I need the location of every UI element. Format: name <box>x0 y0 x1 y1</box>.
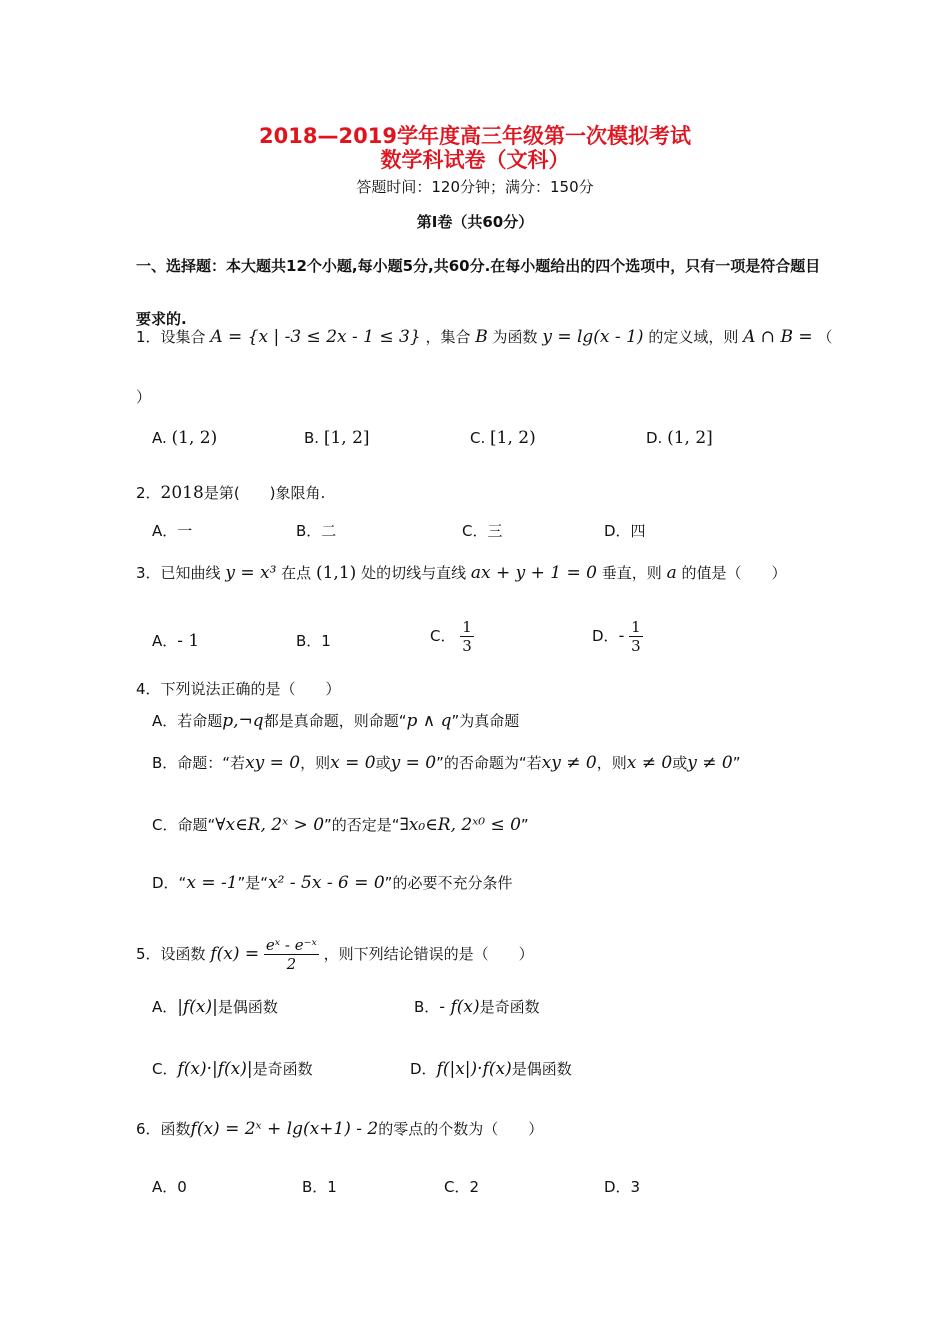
q4-option-b: B．命题：“若xy = 0，则x = 0或y = 0”的否命题为“若xy ≠ 0，则x ≠ 0或y ≠ 0” <box>152 753 741 773</box>
function-expression: y = lg(x - 1) <box>542 327 644 347</box>
q1-option-c: C. [1, 2) <box>470 428 536 448</box>
q4-option-a: A．若命题p,¬q都是真命题，则命题“p ∧ q”为真命题 <box>152 711 520 731</box>
question-4-stem: 4．下列说法正确的是（ ） <box>136 680 341 698</box>
q5-option-a: A．|f(x)|是偶函数 <box>152 997 278 1017</box>
q6-option-b: B．1 <box>302 1178 337 1196</box>
q2-option-b: B．二 <box>296 522 337 540</box>
q1-option-b: B. [1, 2] <box>304 428 370 448</box>
q3-option-b: B．1 <box>296 632 331 650</box>
q1-option-a: A. (1, 2) <box>152 428 218 448</box>
exam-title-line2: 数学科试卷（文科） <box>380 148 570 172</box>
q4-option-d: D．“x = -1”是“x² - 5x - 6 = 0”的必要不充分条件 <box>152 873 513 893</box>
section-instructions: 一、选择题：本大题共12个小题,每小题5分,共60分.在每小题给出的四个选项中，只有一项是符合题目要求的. <box>136 257 821 328</box>
q2-option-a: A．一 <box>152 522 193 540</box>
q2-option-d: D．四 <box>604 522 646 540</box>
question-1-stem: 1．设集合 A = {x | -3 ≤ 2x - 1 ≤ 3} ，集合 B 为函数 y = lg(x - 1) 的定义域，则 A ∩ B = （ <box>136 327 833 347</box>
exam-subtitle: 答题时间：120分钟；满分：150分 <box>356 178 594 196</box>
q3-option-a: A．- 1 <box>152 631 200 651</box>
q1-option-d: D. (1, 2] <box>646 428 713 448</box>
question-5-stem: 5．设函数 f(x) = $\frac{\text{eˣ - e⁻ˣ}}{2}$ ，则下列结论错误的是（ ） <box>136 936 534 973</box>
question-2-stem: 2．2018是第( )象限角. <box>136 483 326 503</box>
question-6-stem: 6．函数f(x) = 2ˣ + lg(x+1) - 2的零点的个数为（ ） <box>136 1119 544 1139</box>
set-a-expression: A = {x | -3 ≤ 2x - 1 ≤ 3} <box>210 327 421 347</box>
q2-option-c: C．三 <box>462 522 503 540</box>
question-1-paren-close: ） <box>136 388 152 406</box>
question-3-stem: 3．已知曲线 y = x³ 在点 (1,1) 处的切线与直线 ax + y + 1 = 0 垂直，则 a 的值是（ ） <box>136 563 787 583</box>
q4-option-c: C．命题“∀x∈R, 2ˣ > 0”的否定是“∃x₀∈R, 2ˣ⁰ ≤ 0” <box>152 815 529 835</box>
q6-option-c: C．2 <box>444 1178 480 1196</box>
q5-option-d: D．f(|x|)·f(x)是偶函数 <box>410 1059 572 1079</box>
q3-option-d: D．- $\frac{1}{3}$ <box>592 618 641 655</box>
volume-heading: 第Ⅰ卷（共60分） <box>416 213 534 231</box>
q3-option-c: C． $\frac{1}{3}$ <box>430 618 472 655</box>
q6-option-d: D．3 <box>604 1178 641 1196</box>
q6-option-a: A．0 <box>152 1178 187 1196</box>
q5-option-c: C．f(x)·|f(x)|是奇函数 <box>152 1059 313 1079</box>
q5-option-b: B．- f(x)是奇函数 <box>414 997 540 1017</box>
exam-title-line1: 2018—2019学年度高三年级第一次模拟考试 <box>259 124 691 148</box>
